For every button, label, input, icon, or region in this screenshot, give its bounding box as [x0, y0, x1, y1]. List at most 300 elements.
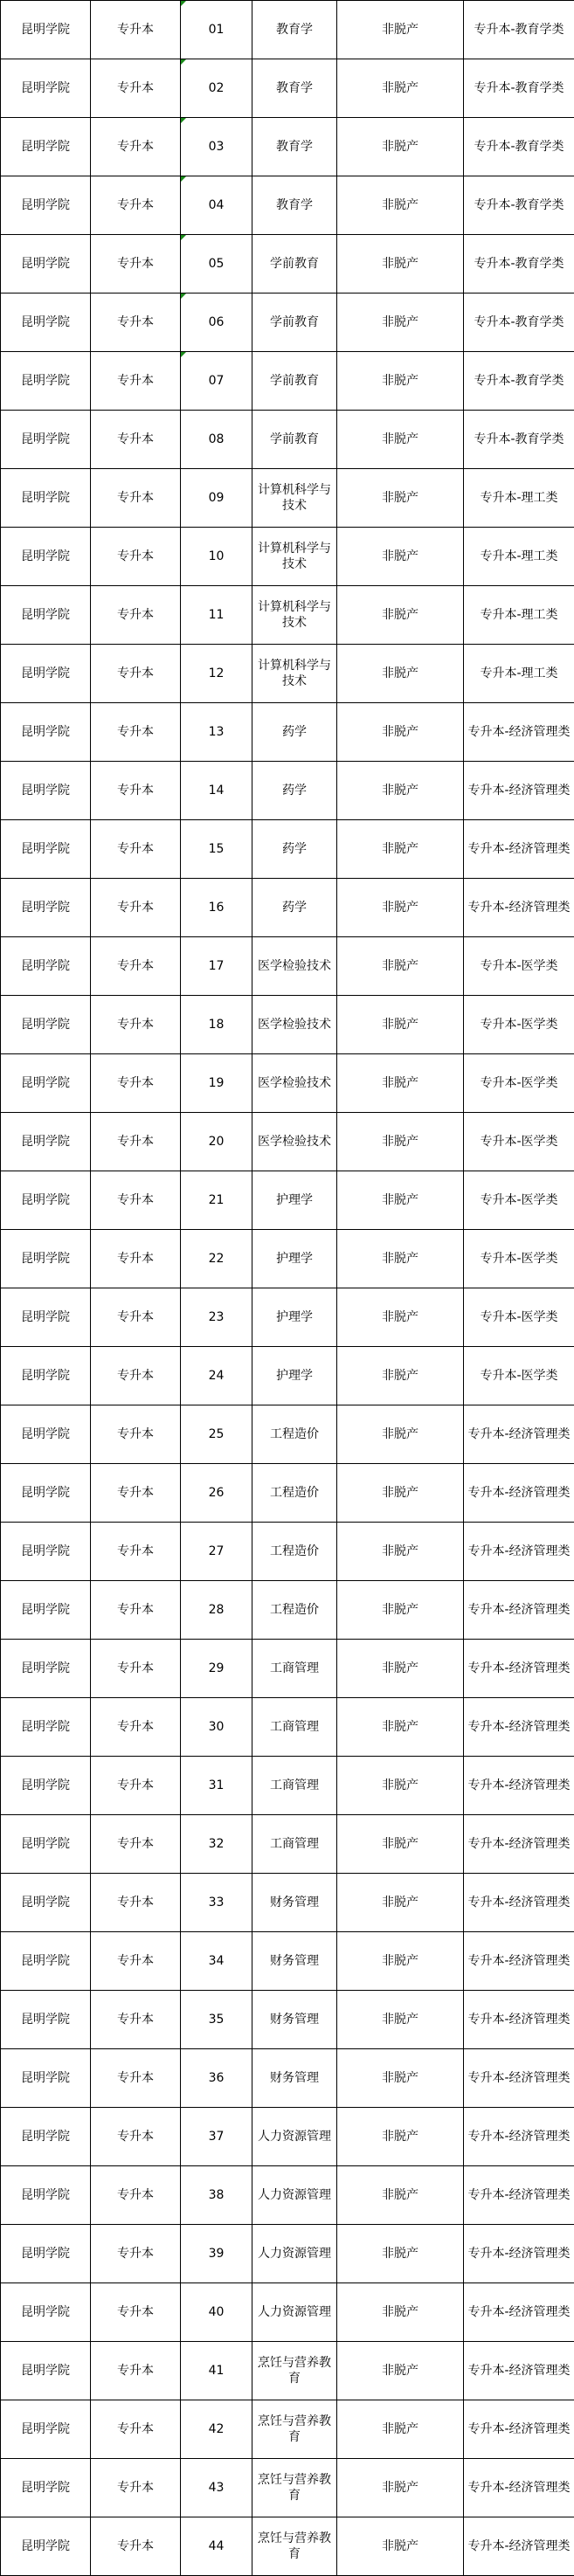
study-mode-cell: 非脱产 [337, 586, 464, 645]
study-mode-cell: 非脱产 [337, 1, 464, 59]
level-cell: 专升本 [91, 1405, 181, 1464]
level-cell: 专升本 [91, 294, 181, 352]
school-cell: 昆明学院 [1, 1991, 91, 2049]
study-mode-cell: 非脱产 [337, 1171, 464, 1230]
code-cell: 29 [181, 1640, 252, 1698]
level-cell: 专升本 [91, 1288, 181, 1347]
study-mode-cell: 非脱产 [337, 1523, 464, 1581]
level-cell: 专升本 [91, 1932, 181, 1991]
study-mode-cell: 非脱产 [337, 1464, 464, 1523]
category-cell: 专升本-经济管理类 [464, 1815, 574, 1874]
major-cell: 工程造价 [252, 1405, 337, 1464]
study-mode-cell: 非脱产 [337, 2225, 464, 2283]
school-cell: 昆明学院 [1, 820, 91, 879]
category-cell: 专升本-教育学类 [464, 118, 574, 176]
school-cell: 昆明学院 [1, 411, 91, 469]
table-row [1, 996, 574, 1054]
major-cell: 医学检验技术 [252, 996, 337, 1054]
table-row [1, 1523, 574, 1581]
school-cell: 昆明学院 [1, 996, 91, 1054]
table-row [1, 586, 574, 645]
category-cell: 专升本-经济管理类 [464, 2225, 574, 2283]
category-cell: 专升本-教育学类 [464, 176, 574, 235]
category-cell: 专升本-经济管理类 [464, 2400, 574, 2459]
code-cell: 04 [181, 176, 252, 235]
school-cell: 昆明学院 [1, 586, 91, 645]
code-cell: 14 [181, 762, 252, 820]
table-row [1, 59, 574, 118]
level-cell: 专升本 [91, 1347, 181, 1405]
category-cell: 专升本-经济管理类 [464, 762, 574, 820]
study-mode-cell: 非脱产 [337, 2459, 464, 2517]
school-cell: 昆明学院 [1, 352, 91, 411]
level-cell: 专升本 [91, 235, 181, 294]
code-cell: 24 [181, 1347, 252, 1405]
major-cell: 财务管理 [252, 1932, 337, 1991]
code-cell: 15 [181, 820, 252, 879]
level-cell: 专升本 [91, 2049, 181, 2108]
table-row [1, 1581, 574, 1640]
code-cell: 30 [181, 1698, 252, 1757]
category-cell: 专升本-理工类 [464, 586, 574, 645]
table-row [1, 294, 574, 352]
category-cell: 专升本-医学类 [464, 937, 574, 996]
level-cell: 专升本 [91, 2342, 181, 2400]
level-cell: 专升本 [91, 2517, 181, 2576]
major-cell: 烹饪与营养教育 [252, 2400, 337, 2459]
table-row [1, 2108, 574, 2166]
table-row [1, 176, 574, 235]
level-cell: 专升本 [91, 2108, 181, 2166]
school-cell: 昆明学院 [1, 1640, 91, 1698]
table-row [1, 1932, 574, 1991]
major-cell: 学前教育 [252, 411, 337, 469]
study-mode-cell: 非脱产 [337, 2166, 464, 2225]
major-cell: 工程造价 [252, 1523, 337, 1581]
school-cell: 昆明学院 [1, 118, 91, 176]
school-cell: 昆明学院 [1, 1815, 91, 1874]
category-cell: 专升本-经济管理类 [464, 820, 574, 879]
level-cell: 专升本 [91, 996, 181, 1054]
code-cell: 10 [181, 528, 252, 586]
major-cell: 药学 [252, 820, 337, 879]
major-cell: 教育学 [252, 59, 337, 118]
school-cell: 昆明学院 [1, 1405, 91, 1464]
category-cell: 专升本-医学类 [464, 996, 574, 1054]
category-cell: 专升本-教育学类 [464, 1, 574, 59]
category-cell: 专升本-经济管理类 [464, 1640, 574, 1698]
study-mode-cell: 非脱产 [337, 235, 464, 294]
code-cell: 20 [181, 1113, 252, 1171]
study-mode-cell: 非脱产 [337, 176, 464, 235]
school-cell: 昆明学院 [1, 2400, 91, 2459]
school-cell: 昆明学院 [1, 2342, 91, 2400]
school-cell: 昆明学院 [1, 469, 91, 528]
level-cell: 专升本 [91, 1230, 181, 1288]
table-row [1, 2166, 574, 2225]
category-cell: 专升本-教育学类 [464, 411, 574, 469]
school-cell: 昆明学院 [1, 2166, 91, 2225]
school-cell: 昆明学院 [1, 1171, 91, 1230]
major-cell: 人力资源管理 [252, 2225, 337, 2283]
study-mode-cell: 非脱产 [337, 1757, 464, 1815]
school-cell: 昆明学院 [1, 2108, 91, 2166]
major-cell: 计算机科学与技术 [252, 645, 337, 703]
study-mode-cell: 非脱产 [337, 2517, 464, 2576]
level-cell: 专升本 [91, 1991, 181, 2049]
major-cell: 计算机科学与技术 [252, 528, 337, 586]
category-cell: 专升本-经济管理类 [464, 1405, 574, 1464]
code-cell: 03 [181, 118, 252, 176]
category-cell: 专升本-经济管理类 [464, 1991, 574, 2049]
school-cell: 昆明学院 [1, 2049, 91, 2108]
category-cell: 专升本-经济管理类 [464, 2166, 574, 2225]
code-cell: 27 [181, 1523, 252, 1581]
table-row [1, 1874, 574, 1932]
table-row [1, 1054, 574, 1113]
level-cell: 专升本 [91, 1757, 181, 1815]
level-cell: 专升本 [91, 1815, 181, 1874]
school-cell: 昆明学院 [1, 1288, 91, 1347]
category-cell: 专升本-经济管理类 [464, 879, 574, 937]
level-cell: 专升本 [91, 2166, 181, 2225]
level-cell: 专升本 [91, 176, 181, 235]
table-row [1, 937, 574, 996]
table-row [1, 645, 574, 703]
level-cell: 专升本 [91, 879, 181, 937]
category-cell: 专升本-经济管理类 [464, 2108, 574, 2166]
school-cell: 昆明学院 [1, 2225, 91, 2283]
school-cell: 昆明学院 [1, 176, 91, 235]
table-row [1, 762, 574, 820]
level-cell: 专升本 [91, 2400, 181, 2459]
major-cell: 财务管理 [252, 1874, 337, 1932]
table-row [1, 820, 574, 879]
school-cell: 昆明学院 [1, 1230, 91, 1288]
code-cell: 35 [181, 1991, 252, 2049]
code-cell: 08 [181, 411, 252, 469]
study-mode-cell: 非脱产 [337, 1230, 464, 1288]
major-cell: 教育学 [252, 118, 337, 176]
level-cell: 专升本 [91, 586, 181, 645]
school-cell: 昆明学院 [1, 1932, 91, 1991]
category-cell: 专升本-经济管理类 [464, 1757, 574, 1815]
major-cell: 人力资源管理 [252, 2283, 337, 2342]
school-cell: 昆明学院 [1, 1523, 91, 1581]
school-cell: 昆明学院 [1, 59, 91, 118]
study-mode-cell: 非脱产 [337, 762, 464, 820]
code-cell: 42 [181, 2400, 252, 2459]
study-mode-cell: 非脱产 [337, 1405, 464, 1464]
school-cell: 昆明学院 [1, 1347, 91, 1405]
level-cell: 专升本 [91, 1054, 181, 1113]
category-cell: 专升本-经济管理类 [464, 2517, 574, 2576]
code-cell: 40 [181, 2283, 252, 2342]
school-cell: 昆明学院 [1, 1757, 91, 1815]
table-row [1, 1757, 574, 1815]
category-cell: 专升本-医学类 [464, 1054, 574, 1113]
code-cell: 44 [181, 2517, 252, 2576]
table-row [1, 2517, 574, 2576]
code-cell: 34 [181, 1932, 252, 1991]
table-row [1, 235, 574, 294]
major-cell: 计算机科学与技术 [252, 586, 337, 645]
level-cell: 专升本 [91, 2283, 181, 2342]
level-cell: 专升本 [91, 1464, 181, 1523]
table-body [1, 1, 574, 2576]
major-cell: 教育学 [252, 176, 337, 235]
code-cell: 23 [181, 1288, 252, 1347]
study-mode-cell: 非脱产 [337, 879, 464, 937]
table-row [1, 1113, 574, 1171]
table-row [1, 1464, 574, 1523]
major-cell: 人力资源管理 [252, 2166, 337, 2225]
table-row [1, 411, 574, 469]
code-cell: 36 [181, 2049, 252, 2108]
major-cell: 工程造价 [252, 1464, 337, 1523]
study-mode-cell: 非脱产 [337, 1347, 464, 1405]
level-cell: 专升本 [91, 762, 181, 820]
level-cell: 专升本 [91, 1523, 181, 1581]
code-cell: 25 [181, 1405, 252, 1464]
school-cell: 昆明学院 [1, 2283, 91, 2342]
school-cell: 昆明学院 [1, 1874, 91, 1932]
major-cell: 护理学 [252, 1347, 337, 1405]
study-mode-cell: 非脱产 [337, 645, 464, 703]
category-cell: 专升本-经济管理类 [464, 703, 574, 762]
major-cell: 药学 [252, 703, 337, 762]
study-mode-cell: 非脱产 [337, 1991, 464, 2049]
code-cell: 13 [181, 703, 252, 762]
table-row [1, 2049, 574, 2108]
study-mode-cell: 非脱产 [337, 1698, 464, 1757]
major-cell: 护理学 [252, 1288, 337, 1347]
table-row [1, 879, 574, 937]
table-row [1, 2225, 574, 2283]
school-cell: 昆明学院 [1, 2459, 91, 2517]
category-cell: 专升本-教育学类 [464, 352, 574, 411]
level-cell: 专升本 [91, 1113, 181, 1171]
table-row [1, 703, 574, 762]
table-row [1, 1230, 574, 1288]
study-mode-cell: 非脱产 [337, 2049, 464, 2108]
level-cell: 专升本 [91, 1171, 181, 1230]
school-cell: 昆明学院 [1, 1581, 91, 1640]
major-cell: 教育学 [252, 1, 337, 59]
study-mode-cell: 非脱产 [337, 294, 464, 352]
category-cell: 专升本-经济管理类 [464, 2049, 574, 2108]
study-mode-cell: 非脱产 [337, 1874, 464, 1932]
level-cell: 专升本 [91, 1581, 181, 1640]
study-mode-cell: 非脱产 [337, 937, 464, 996]
study-mode-cell: 非脱产 [337, 59, 464, 118]
major-cell: 工商管理 [252, 1698, 337, 1757]
category-cell: 专升本-经济管理类 [464, 1698, 574, 1757]
category-cell: 专升本-医学类 [464, 1230, 574, 1288]
level-cell: 专升本 [91, 2459, 181, 2517]
study-mode-cell: 非脱产 [337, 703, 464, 762]
level-cell: 专升本 [91, 59, 181, 118]
major-cell: 学前教育 [252, 352, 337, 411]
study-mode-cell: 非脱产 [337, 1640, 464, 1698]
school-cell: 昆明学院 [1, 762, 91, 820]
category-cell: 专升本-经济管理类 [464, 1874, 574, 1932]
category-cell: 专升本-医学类 [464, 1113, 574, 1171]
major-cell: 工商管理 [252, 1640, 337, 1698]
level-cell: 专升本 [91, 820, 181, 879]
major-cell: 烹饪与营养教育 [252, 2517, 337, 2576]
study-mode-cell: 非脱产 [337, 1815, 464, 1874]
study-mode-cell: 非脱产 [337, 118, 464, 176]
code-cell: 05 [181, 235, 252, 294]
level-cell: 专升本 [91, 645, 181, 703]
major-cell: 工商管理 [252, 1757, 337, 1815]
school-cell: 昆明学院 [1, 1464, 91, 1523]
table-row [1, 528, 574, 586]
category-cell: 专升本-教育学类 [464, 294, 574, 352]
school-cell: 昆明学院 [1, 879, 91, 937]
school-cell: 昆明学院 [1, 528, 91, 586]
category-cell: 专升本-理工类 [464, 645, 574, 703]
code-cell: 22 [181, 1230, 252, 1288]
category-cell: 专升本-经济管理类 [464, 2283, 574, 2342]
school-cell: 昆明学院 [1, 235, 91, 294]
study-mode-cell: 非脱产 [337, 1054, 464, 1113]
category-cell: 专升本-理工类 [464, 528, 574, 586]
school-cell: 昆明学院 [1, 294, 91, 352]
code-cell: 28 [181, 1581, 252, 1640]
table-row [1, 469, 574, 528]
school-cell: 昆明学院 [1, 937, 91, 996]
level-cell: 专升本 [91, 1640, 181, 1698]
table-row [1, 118, 574, 176]
study-mode-cell: 非脱产 [337, 996, 464, 1054]
study-mode-cell: 非脱产 [337, 2342, 464, 2400]
school-cell: 昆明学院 [1, 1, 91, 59]
code-cell: 18 [181, 996, 252, 1054]
study-mode-cell: 非脱产 [337, 1288, 464, 1347]
level-cell: 专升本 [91, 1698, 181, 1757]
code-cell: 39 [181, 2225, 252, 2283]
major-cell: 学前教育 [252, 294, 337, 352]
code-cell: 12 [181, 645, 252, 703]
code-cell: 06 [181, 294, 252, 352]
study-mode-cell: 非脱产 [337, 2108, 464, 2166]
code-cell: 38 [181, 2166, 252, 2225]
code-cell: 17 [181, 937, 252, 996]
level-cell: 专升本 [91, 1874, 181, 1932]
major-cell: 烹饪与营养教育 [252, 2342, 337, 2400]
code-cell: 26 [181, 1464, 252, 1523]
code-cell: 21 [181, 1171, 252, 1230]
code-cell: 32 [181, 1815, 252, 1874]
study-mode-cell: 非脱产 [337, 352, 464, 411]
level-cell: 专升本 [91, 528, 181, 586]
code-cell: 43 [181, 2459, 252, 2517]
table-row [1, 1288, 574, 1347]
category-cell: 专升本-经济管理类 [464, 1464, 574, 1523]
code-cell: 37 [181, 2108, 252, 2166]
category-cell: 专升本-经济管理类 [464, 2342, 574, 2400]
table-row [1, 2400, 574, 2459]
study-mode-cell: 非脱产 [337, 469, 464, 528]
study-mode-cell: 非脱产 [337, 1581, 464, 1640]
school-cell: 昆明学院 [1, 1698, 91, 1757]
major-cell: 护理学 [252, 1230, 337, 1288]
study-mode-cell: 非脱产 [337, 411, 464, 469]
school-cell: 昆明学院 [1, 1054, 91, 1113]
category-cell: 专升本-理工类 [464, 469, 574, 528]
table-row [1, 1347, 574, 1405]
code-cell: 16 [181, 879, 252, 937]
level-cell: 专升本 [91, 469, 181, 528]
category-cell: 专升本-经济管理类 [464, 2459, 574, 2517]
major-cell: 医学检验技术 [252, 1113, 337, 1171]
major-cell: 工商管理 [252, 1815, 337, 1874]
table-row [1, 2283, 574, 2342]
study-mode-cell: 非脱产 [337, 820, 464, 879]
category-cell: 专升本-经济管理类 [464, 1932, 574, 1991]
major-cell: 人力资源管理 [252, 2108, 337, 2166]
study-mode-cell: 非脱产 [337, 1113, 464, 1171]
major-cell: 药学 [252, 762, 337, 820]
table-row [1, 1640, 574, 1698]
level-cell: 专升本 [91, 1, 181, 59]
level-cell: 专升本 [91, 703, 181, 762]
level-cell: 专升本 [91, 411, 181, 469]
code-cell: 19 [181, 1054, 252, 1113]
code-cell: 31 [181, 1757, 252, 1815]
school-cell: 昆明学院 [1, 1113, 91, 1171]
major-cell: 工程造价 [252, 1581, 337, 1640]
category-cell: 专升本-经济管理类 [464, 1581, 574, 1640]
code-cell: 01 [181, 1, 252, 59]
code-cell: 11 [181, 586, 252, 645]
major-cell: 烹饪与营养教育 [252, 2459, 337, 2517]
category-cell: 专升本-教育学类 [464, 235, 574, 294]
major-cell: 计算机科学与技术 [252, 469, 337, 528]
school-cell: 昆明学院 [1, 703, 91, 762]
study-mode-cell: 非脱产 [337, 2400, 464, 2459]
level-cell: 专升本 [91, 937, 181, 996]
table-row [1, 352, 574, 411]
school-cell: 昆明学院 [1, 2517, 91, 2576]
table-row [1, 2342, 574, 2400]
study-mode-cell: 非脱产 [337, 2283, 464, 2342]
table-row [1, 2459, 574, 2517]
code-cell: 33 [181, 1874, 252, 1932]
code-cell: 41 [181, 2342, 252, 2400]
level-cell: 专升本 [91, 352, 181, 411]
table-row [1, 1405, 574, 1464]
major-cell: 护理学 [252, 1171, 337, 1230]
category-cell: 专升本-教育学类 [464, 59, 574, 118]
major-cell: 学前教育 [252, 235, 337, 294]
major-cell: 财务管理 [252, 1991, 337, 2049]
code-cell: 07 [181, 352, 252, 411]
table-row [1, 1171, 574, 1230]
study-mode-cell: 非脱产 [337, 1932, 464, 1991]
study-mode-cell: 非脱产 [337, 528, 464, 586]
category-cell: 专升本-经济管理类 [464, 1523, 574, 1581]
code-cell: 09 [181, 469, 252, 528]
code-cell: 02 [181, 59, 252, 118]
level-cell: 专升本 [91, 2225, 181, 2283]
level-cell: 专升本 [91, 118, 181, 176]
table-row [1, 1991, 574, 2049]
category-cell: 专升本-医学类 [464, 1347, 574, 1405]
major-cell: 药学 [252, 879, 337, 937]
